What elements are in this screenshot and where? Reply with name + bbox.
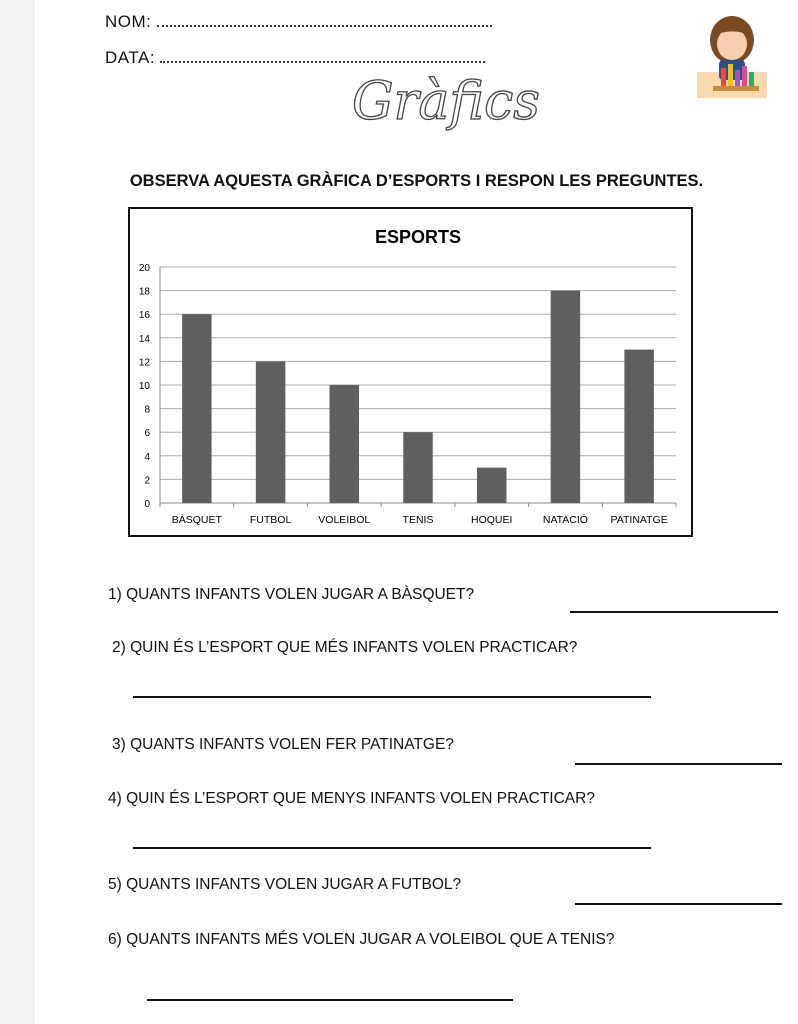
y-tick-label: 12	[138, 357, 150, 369]
left-margin	[0, 0, 35, 1024]
bar-futbol	[256, 361, 285, 503]
x-category-label: BÀSQUET	[171, 514, 222, 526]
bar-hoquei	[477, 468, 506, 503]
date-label: DATA:	[105, 48, 156, 67]
answer-line-3[interactable]	[575, 763, 782, 765]
bar-bàsquet	[182, 314, 211, 503]
y-tick-label: 18	[138, 286, 150, 298]
question-5: 5) QUANTS INFANTS VOLEN JUGAR A FUTBOL?	[108, 876, 462, 893]
answer-line-4[interactable]	[133, 847, 651, 849]
x-category-label: FUTBOL	[249, 514, 292, 526]
x-category-label: PATINATGE	[610, 514, 668, 526]
answer-line-2[interactable]	[133, 696, 651, 698]
question-4: 4) QUIN ÉS L’ESPORT QUE MENYS INFANTS VOLEN PRACTICAR?	[108, 790, 595, 807]
name-dotted-line	[157, 13, 492, 27]
y-tick-label: 4	[144, 451, 150, 463]
y-tick-label: 8	[144, 404, 150, 416]
y-tick-label: 16	[138, 310, 150, 322]
girl-abacus-illustration	[697, 14, 767, 98]
question-3: 3) QUANTS INFANTS VOLEN FER PATINATGE?	[112, 736, 454, 753]
chart-svg	[130, 209, 691, 535]
bar-voleibol	[330, 385, 359, 503]
bar-tenis	[403, 432, 432, 503]
x-category-label: NATACIÓ	[542, 514, 588, 526]
answer-line-6[interactable]	[147, 999, 513, 1001]
answer-line-1[interactable]	[570, 611, 778, 613]
question-2: 2) QUIN ÉS L’ESPORT QUE MÉS INFANTS VOLEN PRACTICAR?	[112, 639, 578, 656]
y-tick-label: 20	[138, 263, 150, 274]
y-tick-label: 0	[144, 499, 150, 510]
instruction-text: OBSERVA AQUESTA GRÀFICA D’ESPORTS I RESPON LES PREGUNTES.	[129, 172, 704, 190]
y-tick-label: 10	[138, 381, 150, 392]
worksheet-title: Gràfics	[352, 72, 540, 132]
question-6: 6) QUANTS INFANTS MÉS VOLEN JUGAR A VOLEIBOL QUE A TENIS?	[108, 931, 615, 948]
x-category-label: TENIS	[402, 514, 434, 526]
date-field[interactable]	[105, 48, 485, 68]
sports-bar-chart	[128, 207, 693, 537]
name-label: NOM:	[105, 12, 152, 31]
bar-natació	[551, 291, 580, 503]
y-tick-label: 2	[144, 475, 150, 487]
y-tick-label: 14	[138, 333, 150, 345]
bar-patinatge	[624, 350, 653, 503]
x-category-label: HOQUEI	[471, 514, 513, 526]
x-category-label: VOLEIBOL	[318, 514, 371, 526]
name-field[interactable]	[105, 12, 492, 32]
question-1: 1) QUANTS INFANTS VOLEN JUGAR A BÀSQUET?	[108, 586, 475, 603]
date-dotted-line	[160, 49, 485, 63]
y-tick-label: 6	[144, 428, 150, 440]
answer-line-5[interactable]	[575, 903, 782, 905]
chart-title: ESPORTS	[374, 227, 462, 247]
